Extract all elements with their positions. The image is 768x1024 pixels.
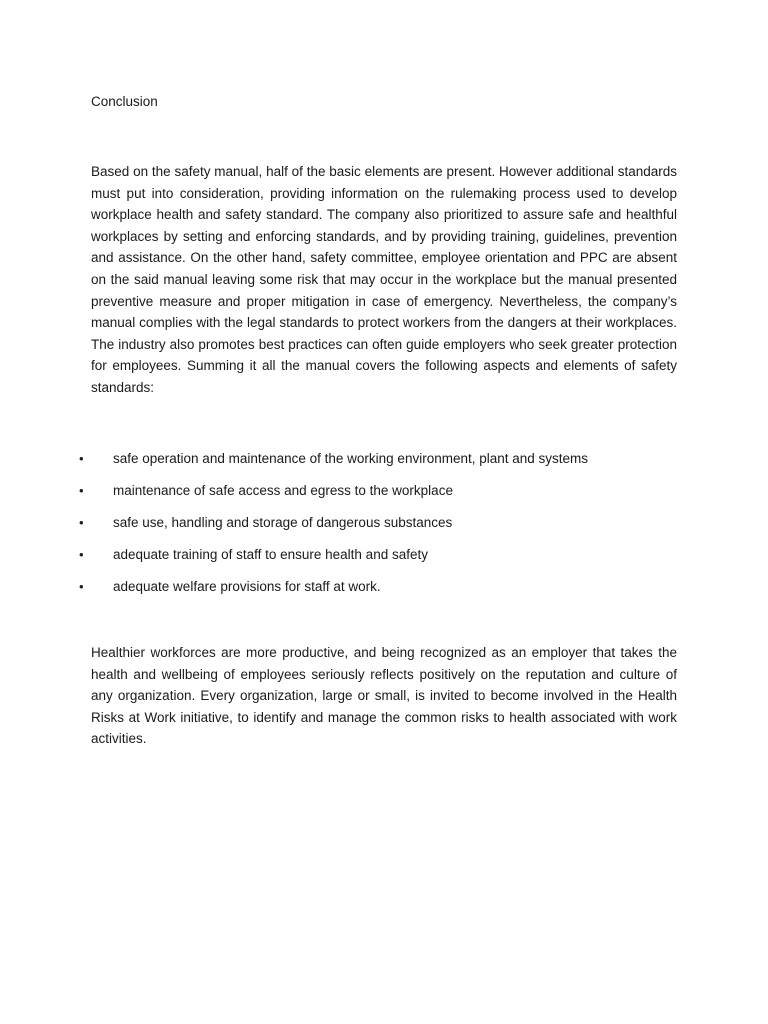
bullet-item: [79, 481, 699, 513]
bullet-icon: •: [79, 483, 84, 498]
bullet-text: safe operation and maintenance of the working environment, plant and systems: [113, 451, 589, 466]
bullet-list: [79, 449, 699, 609]
body-paragraph-2: Healthier workforces are more productive, and being recognized as an employer that takes the health and wellbeing of employees seriously reflects positively on the reputation and culture of any organization. Every organization, large or small, is invited to become involved in the Health Risks at Work initiative, to identify and manage the common risks to health associated with work activities.: [91, 645, 677, 747]
bullet-item: [79, 513, 699, 545]
bullet-text: adequate welfare provisions for staff at work.: [113, 579, 381, 594]
bullet-text: maintenance of safe access and egress to the workplace: [113, 483, 453, 498]
bullet-item: [79, 577, 699, 609]
bullet-icon: •: [79, 579, 84, 594]
bullet-text: safe use, handling and storage of dangerous substances: [113, 515, 453, 530]
section-heading: Conclusion: [91, 94, 158, 109]
bullet-text: adequate training of staff to ensure health and safety: [113, 547, 428, 562]
bullet-icon: •: [79, 451, 84, 466]
bullet-item: [79, 545, 699, 577]
bullet-icon: •: [79, 515, 84, 530]
body-paragraph-1: Based on the safety manual, half of the basic elements are present. However additional standards must put into consideration, providing information on the rulemaking process used to develop workplace health and safety standard. The company also prioritized to assure safe and healthful workplaces by setting and enforcing standards, and by providing training, guidelines, prevention and assistance. On the other hand, safety committee, employee orientation and PPC are absent on the said manual leaving some risk that may occur in the workplace but the manual presented preventive measure and proper mitigation in case of emergency. Nevertheless, the company’s manual complies with the legal standards to protect workers from the dangers at their workplaces. The industry also promotes best practices can often guide employers who seek greater protection for employees. Summing it all the manual covers the following aspects and elements of safety standards:: [91, 164, 677, 395]
bullet-icon: •: [79, 547, 84, 562]
bullet-item: [79, 449, 699, 481]
